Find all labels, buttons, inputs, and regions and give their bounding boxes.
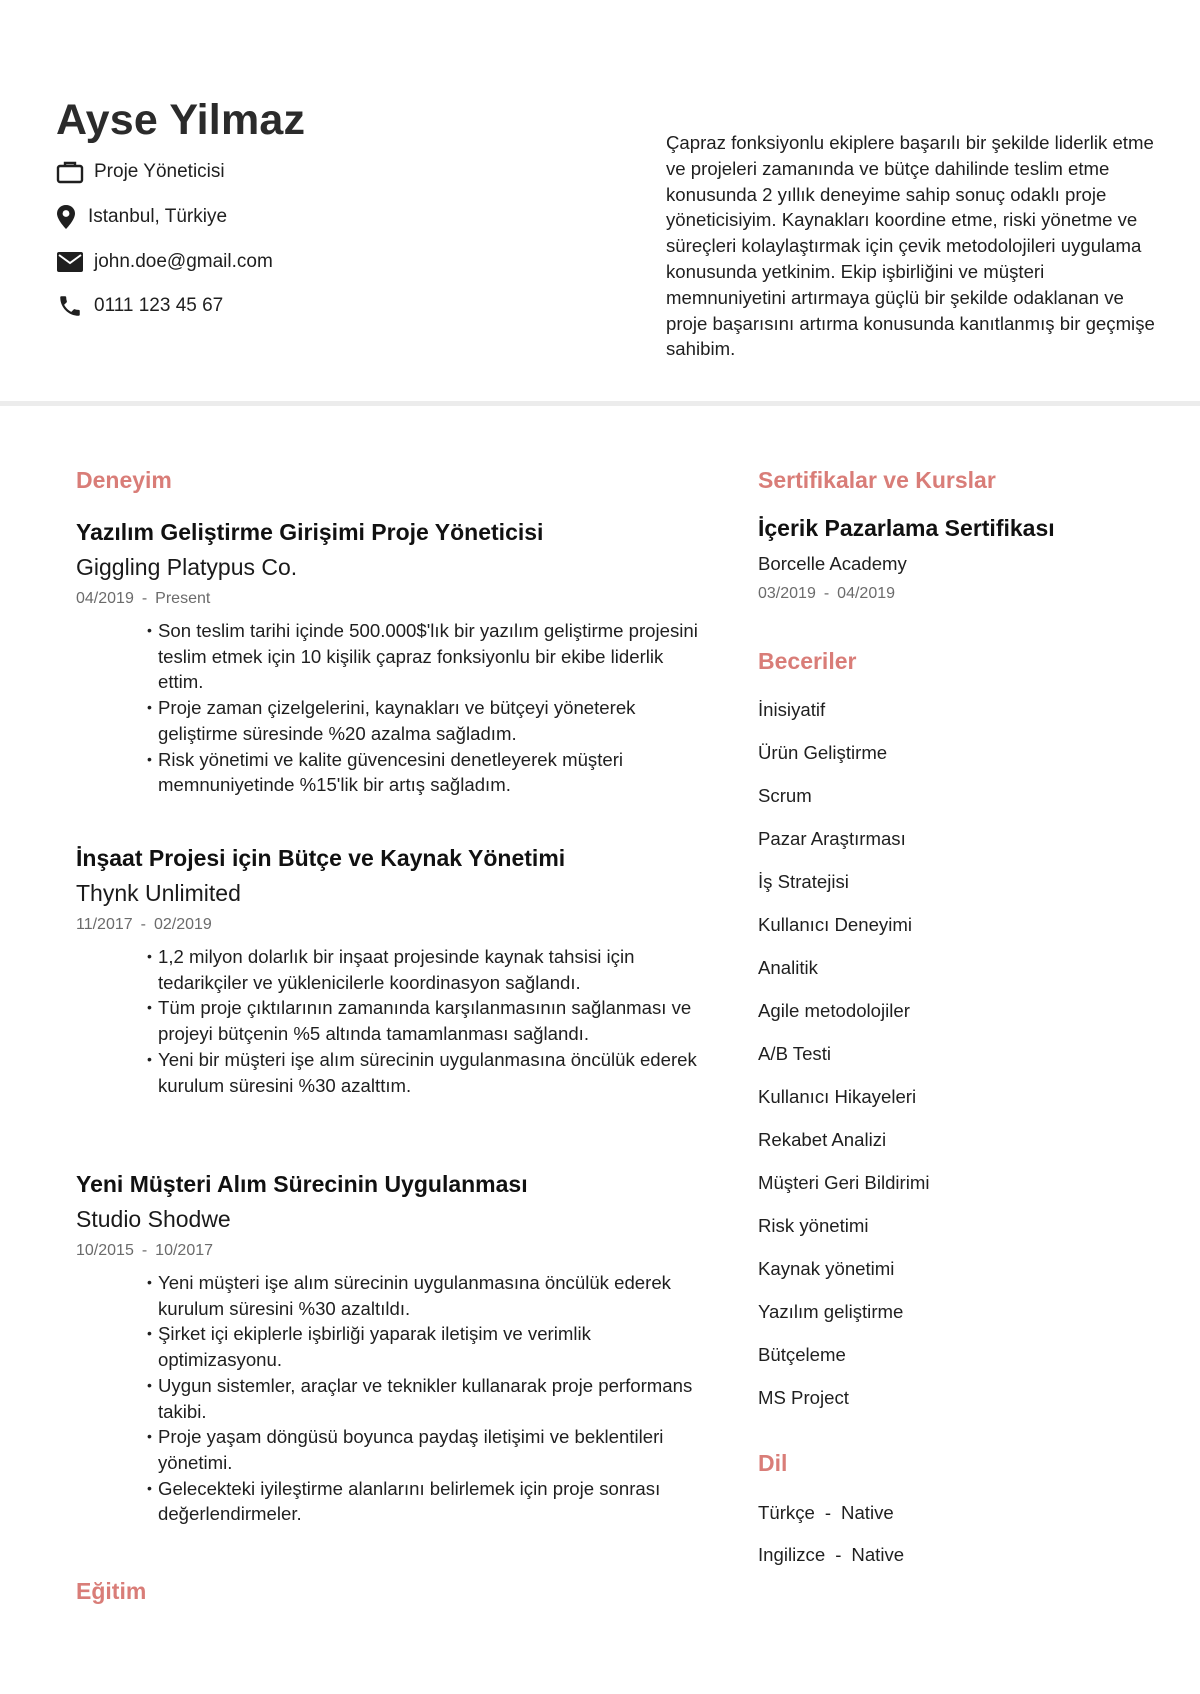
languages-list: [758, 1498, 904, 1582]
job-entry: [76, 840, 706, 1098]
skill-item: Agile metodolojiler: [758, 1000, 910, 1021]
list-item: • Proje zaman çizelgelerini, kaynakları ve bütçeyi yöneterek geliştirme süresinde %20 azalma sağladım.: [158, 695, 706, 746]
language-name: Türkçe: [758, 1502, 815, 1523]
certificate-dates: [758, 585, 895, 603]
skill-item: Bütçeleme: [758, 1344, 846, 1365]
certificate-end-date: 04/2019: [837, 585, 896, 602]
language-separator: -: [824, 1502, 832, 1523]
job-bullets: [76, 1270, 706, 1527]
skill-item: Kullanıcı Deneyimi: [758, 914, 912, 935]
profile-summary: Çapraz fonksiyonlu ekiplere başarılı bir şekilde liderlik etme ve projeleri zamanında ve bütçe dahilinde teslim etme konusunda 2 yıllık deneyime sahip sonuç odaklı proje yöneticisiyim. Kaynakları koordine etme, riski yönetme ve süreçleri kolaylaştırmak için çevik metodolojileri uygulama konusunda yetkinim. Ekip işbirliğini ve müşteri memnuniyetini artırmaya güçlü bir şekilde odaklanan ve proje başarısını artırma konusunda kanıtlanmış bir geçmişe sahibim.: [666, 132, 1155, 360]
email-text[interactable]: john.doe@gmail.com: [94, 251, 273, 272]
certificate-title: İçerik Pazarlama Sertifikası: [758, 515, 1055, 541]
certificates-heading: Sertifikalar ve Kurslar: [758, 467, 996, 493]
date-separator: -: [823, 585, 830, 602]
skill-item: MS Project: [758, 1387, 849, 1408]
skill-item: Kaynak yönetimi: [758, 1258, 895, 1279]
job-title: İnşaat Projesi için Bütçe ve Kaynak Yönetimi: [76, 845, 566, 871]
job-start-date: 04/2019: [76, 590, 134, 607]
job-entry: [76, 514, 706, 798]
envelope-icon: [56, 248, 88, 276]
skill-item: Analitik: [758, 957, 818, 978]
skill-item: Kullanıcı Hikayeleri: [758, 1086, 917, 1107]
skills-list: [758, 695, 930, 1426]
skill-item: Risk yönetimi: [758, 1215, 869, 1236]
skill-item: Müşteri Geri Bildirimi: [758, 1172, 930, 1193]
skill-item: İnisiyatif: [758, 699, 826, 720]
languages-heading: Dil: [758, 1450, 788, 1476]
list-item: • Yeni müşteri işe alım sürecinin uygulanmasına öncülük ederek kurulum süresini %30 azaltıldı.: [158, 1270, 706, 1321]
map-pin-icon: [56, 203, 82, 231]
skills-heading: Beceriler: [758, 648, 857, 674]
date-separator: -: [141, 1242, 148, 1259]
location-text: Istanbul, Türkiye: [88, 206, 228, 227]
experience-heading: Deneyim: [76, 467, 172, 493]
contact-email: [56, 248, 273, 276]
job-company: Thynk Unlimited: [76, 880, 241, 906]
job-end-date: 02/2019: [153, 916, 212, 933]
job-end-date: 10/2017: [155, 1242, 214, 1259]
job-company: Studio Shodwe: [76, 1206, 231, 1232]
job-dates: [76, 910, 706, 940]
language-level: Native: [851, 1544, 905, 1565]
certificate-issuer: Borcelle Academy: [758, 553, 907, 574]
skill-item: Rekabet Analizi: [758, 1129, 887, 1150]
language-separator: -: [835, 1544, 842, 1565]
contact-title: [56, 158, 225, 186]
job-start-date: 11/2017: [76, 916, 133, 933]
list-item: • Risk yönetimi ve kalite güvencesini denetleyerek müşteri memnuniyetinde %15'lik bir artış sağladım.: [158, 747, 706, 798]
job-bullets: [76, 618, 706, 798]
skill-item: Yazılım geliştirme: [758, 1301, 904, 1322]
education-heading: Eğitim: [76, 1578, 147, 1604]
candidate-name: Ayse Yilmaz: [56, 96, 306, 144]
list-item: • Proje yaşam döngüsü boyunca paydaş iletişimi ve beklentileri yönetimi.: [158, 1424, 706, 1475]
skill-item: Scrum: [758, 785, 812, 806]
job-company: Giggling Platypus Co.: [76, 554, 298, 580]
language-level: Native: [841, 1502, 894, 1523]
list-item: • Tüm proje çıktılarının zamanında karşılanmasının sağlanması ve projeyi bütçenin %5 altında tamamlanması sağlandı.: [158, 995, 706, 1046]
job-title-text: Proje Yöneticisi: [94, 161, 225, 182]
skill-item: İş Stratejisi: [758, 871, 849, 892]
job-dates: [76, 1236, 706, 1266]
list-item: • Yeni bir müşteri işe alım sürecinin uygulanmasına öncülük ederek kurulum süresini %30 azalttım.: [158, 1047, 706, 1098]
date-separator: -: [140, 916, 146, 933]
list-item: • Şirket içi ekiplerle işbirliği yaparak iletişim ve verimlik optimizasyonu.: [158, 1321, 706, 1372]
job-title: Yeni Müşteri Alım Sürecinin Uygulanması: [76, 1171, 528, 1197]
list-item: • Uygun sistemler, araçlar ve teknikler kullanarak proje performans takibi.: [158, 1373, 706, 1424]
language-item: [758, 1540, 904, 1582]
job-title: Yazılım Geliştirme Girişimi Proje Yöneticisi: [76, 519, 544, 545]
header-divider: [0, 401, 1200, 406]
skill-item: Ürün Geliştirme: [758, 742, 888, 763]
contact-phone: [56, 292, 223, 320]
job-bullets: [76, 944, 706, 1098]
job-end-date: Present: [155, 590, 211, 607]
job-dates: [76, 584, 706, 614]
job-entry: [76, 1166, 706, 1527]
certificate-start-date: 03/2019: [758, 585, 816, 602]
phone-text[interactable]: 0111 123 45 67: [94, 295, 224, 316]
phone-icon: [56, 292, 88, 320]
skill-item: A/B Testi: [758, 1043, 832, 1064]
job-start-date: 10/2015: [76, 1242, 134, 1259]
contact-location: [56, 203, 227, 231]
list-item: • 1,2 milyon dolarlık bir inşaat projesinde kaynak tahsisi için tedarikçiler ve yüklenicilerle koordinasyon sağlandı.: [158, 944, 706, 995]
briefcase-icon: [56, 158, 88, 186]
list-item: • Gelecekteki iyileştirme alanlarını belirlemek için proje sonrası değerlendirmeler.: [158, 1476, 706, 1527]
language-item: [758, 1498, 904, 1540]
language-name: Ingilizce: [758, 1544, 826, 1565]
date-separator: -: [141, 590, 148, 607]
list-item: • Son teslim tarihi içinde 500.000$'lık bir yazılım geliştirme projesini teslim etmek için 10 kişilik çapraz fonksiyonlu bir ekibe liderlik ettim.: [158, 618, 706, 695]
skill-item: Pazar Araştırması: [758, 828, 906, 849]
